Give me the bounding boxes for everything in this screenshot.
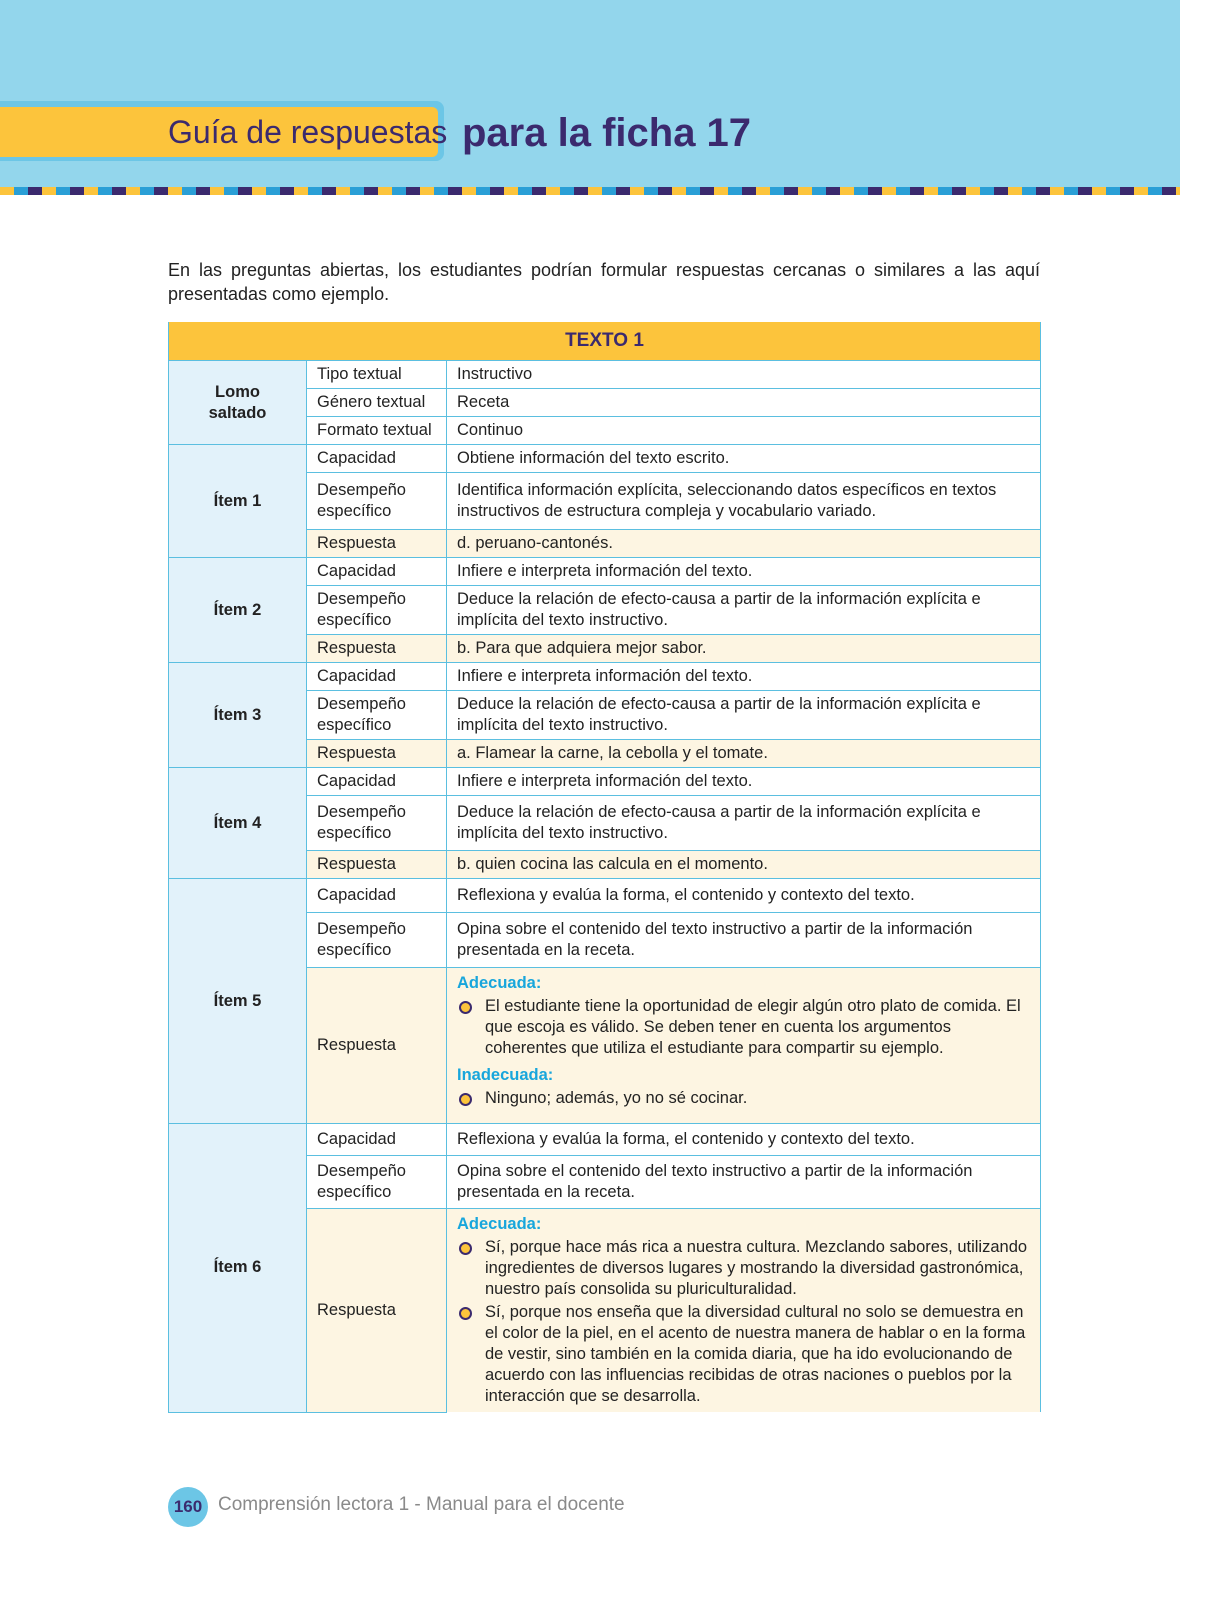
bullet-icon	[459, 1001, 472, 1014]
table-heading: TEXTO 1	[169, 322, 1041, 361]
page-number-badge: 160	[168, 1487, 208, 1527]
respuesta-label: Respuesta	[307, 1209, 447, 1413]
capacidad-value: Infiere e interpreta información del texto.	[447, 768, 1041, 796]
adecuada-list	[457, 1237, 1030, 1407]
capacidad-label: Capacidad	[307, 663, 447, 691]
desempeno-value: Deduce la relación de efecto-causa a partir de la información explícita e implícita del texto instructivo.	[447, 691, 1041, 740]
capacidad-value: Infiere e interpreta información del texto.	[447, 558, 1041, 586]
item-6-label: Ítem 6	[169, 1124, 307, 1413]
row-value: Continuo	[447, 417, 1041, 445]
list-item	[457, 1302, 1030, 1407]
bullet-icon	[459, 1242, 472, 1255]
respuesta-value	[447, 968, 1041, 1124]
respuesta-label: Respuesta	[307, 740, 447, 768]
page-title-left: Guía de respuestas	[168, 114, 448, 150]
desempeno-value: Opina sobre el contenido del texto instructivo a partir de la información presentada en la receta.	[447, 913, 1041, 968]
capacidad-value: Infiere e interpreta información del texto.	[447, 663, 1041, 691]
row-label: Género textual	[307, 389, 447, 417]
bullet-icon	[459, 1307, 472, 1320]
capacidad-value: Obtiene información del texto escrito.	[447, 445, 1041, 473]
capacidad-label: Capacidad	[307, 1124, 447, 1156]
desempeno-label: Desempeño específico	[307, 586, 447, 635]
item-4-label: Ítem 4	[169, 768, 307, 879]
respuesta-value: d. peruano-cantonés.	[447, 530, 1041, 558]
desempeno-label: Desempeño específico	[307, 1156, 447, 1209]
item-3-label: Ítem 3	[169, 663, 307, 768]
capacidad-label: Capacidad	[307, 558, 447, 586]
respuesta-value: a. Flamear la carne, la cebolla y el tomate.	[447, 740, 1041, 768]
list-item	[457, 1088, 1030, 1109]
respuesta-label: Respuesta	[307, 968, 447, 1124]
inadecuada-heading: Inadecuada:	[457, 1066, 554, 1084]
respuesta-label: Respuesta	[307, 530, 447, 558]
row-value: Receta	[447, 389, 1041, 417]
answers-table	[168, 322, 1041, 1413]
capacidad-value: Reflexiona y evalúa la forma, el contenido y contexto del texto.	[447, 1124, 1041, 1156]
answer-text: Sí, porque hace más rica a nuestra cultura. Mezclando sabores, utilizando ingredientes de diversos lugares y mostrando la diversidad gastronómica, nuestro país consolida su pluriculturalidad.	[485, 1238, 1028, 1298]
inadecuada-list	[457, 1088, 1030, 1109]
capacidad-label: Capacidad	[307, 879, 447, 913]
desempeno-label: Desempeño específico	[307, 473, 447, 530]
intro-paragraph: En las preguntas abiertas, los estudiantes podrían formular respuestas cercanas o similares a las aquí presentadas como ejemplo.	[168, 260, 1040, 304]
desempeno-label: Desempeño específico	[307, 691, 447, 740]
row-label: Tipo textual	[307, 361, 447, 389]
respuesta-value: b. quien cocina las calcula en el momento.	[447, 851, 1041, 879]
capacidad-label: Capacidad	[307, 768, 447, 796]
footer-text: Comprensión lectora 1 - Manual para el docente	[218, 1494, 625, 1515]
capacidad-label: Capacidad	[307, 445, 447, 473]
list-item	[457, 1237, 1030, 1300]
lomo-label: Lomo saltado	[169, 361, 307, 445]
adecuada-list	[457, 996, 1030, 1059]
adecuada-heading: Adecuada:	[457, 974, 542, 992]
row-value: Instructivo	[447, 361, 1041, 389]
adecuada-heading: Adecuada:	[457, 1215, 542, 1233]
respuesta-value: b. Para que adquiera mejor sabor.	[447, 635, 1041, 663]
header-band	[0, 0, 1180, 195]
list-item	[457, 996, 1030, 1059]
row-label: Formato textual	[307, 417, 447, 445]
item-2-label: Ítem 2	[169, 558, 307, 663]
bullet-icon	[459, 1093, 472, 1106]
respuesta-label: Respuesta	[307, 635, 447, 663]
answer-text: El estudiante tiene la oportunidad de elegir algún otro plato de comida. El que escoja es válido. Se deben tener en cuenta los argumentos coherentes que utiliza el estudiante para compartir su ejemplo.	[485, 997, 1021, 1057]
desempeno-value: Identifica información explícita, seleccionando datos específicos en textos instructivos de estructura compleja y vocabulario variado.	[447, 473, 1041, 530]
decorative-dashed-divider	[0, 187, 1180, 195]
respuesta-value	[447, 1209, 1041, 1413]
desempeno-label: Desempeño específico	[307, 796, 447, 851]
answer-text: Sí, porque nos enseña que la diversidad cultural no solo se demuestra en el color de la piel, en el acento de nuestra manera de hablar o en la forma de vestir, sino también en la comida diaria, que ha ido evolucionando de acuerdo con las influencias recibidas de otras naciones o pueblos por la interacción que se desarrolla.	[485, 1303, 1026, 1405]
desempeno-value: Opina sobre el contenido del texto instructivo a partir de la información presentada en la receta.	[447, 1156, 1041, 1209]
desempeno-value: Deduce la relación de efecto-causa a partir de la información explícita e implícita del texto instructivo.	[447, 796, 1041, 851]
capacidad-value: Reflexiona y evalúa la forma, el contenido y contexto del texto.	[447, 879, 1041, 913]
item-1-label: Ítem 1	[169, 445, 307, 558]
desempeno-label: Desempeño específico	[307, 913, 447, 968]
item-5-label: Ítem 5	[169, 879, 307, 1124]
answer-text: Ninguno; además, yo no sé cocinar.	[485, 1089, 748, 1107]
page-title-right: para la ficha 17	[462, 111, 752, 155]
desempeno-value: Deduce la relación de efecto-causa a partir de la información explícita e implícita del texto instructivo.	[447, 586, 1041, 635]
respuesta-label: Respuesta	[307, 851, 447, 879]
